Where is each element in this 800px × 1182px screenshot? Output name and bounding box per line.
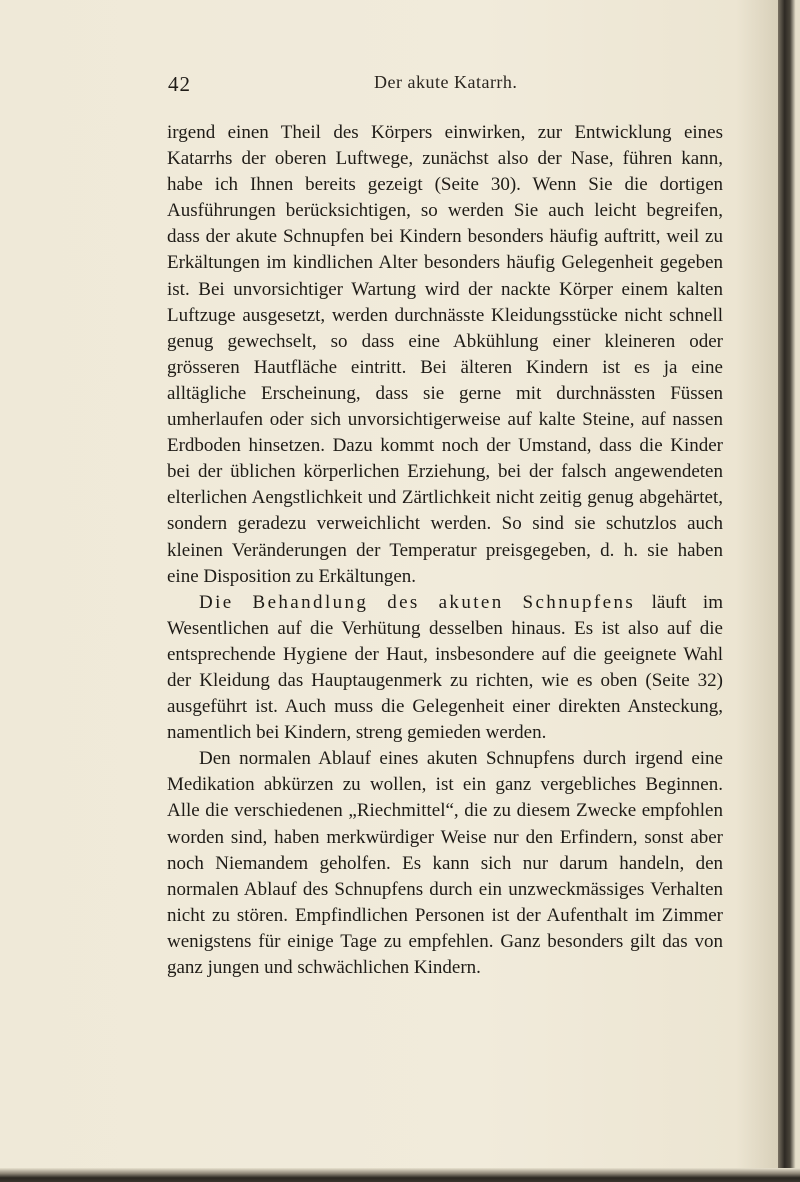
body-text <box>167 120 723 981</box>
paragraph-2 <box>167 590 723 747</box>
paragraph-3: Den normalen Ablauf eines akuten Schnupfens durch irgend eine Medikation abkürzen zu wollen, ist ein ganz vergebliches Beginnen. Alle die verschiedenen „Riechmittel“, die zu diesem Zwecke empfohlen worden sind, haben merkwürdiger Weise nur den Erfindern, sonst aber noch Niemandem geholfen. Es kann sich nur darum handeln, den normalen Ablauf des Schnupfens durch ein unzweckmässiges Verhalten nicht zu stören. Empfindlichen Personen ist der Aufenthalt im Zimmer wenigstens für einige Tage zu empfehlen. Ganz besonders gilt das von ganz jungen und schwächlichen Kindern. <box>167 748 723 978</box>
page-number: 42 <box>168 72 191 96</box>
emphasis-heading: Die Behandlung des akuten Schnupfens <box>199 591 636 613</box>
running-head <box>168 68 728 102</box>
running-title: Der akute Katarrh. <box>374 72 518 92</box>
page-edge-shadow-bottom <box>0 1168 800 1182</box>
paragraph-2-text: läuft im Wesentlichen auf die Verhütung desselben hinaus. Es ist also auf die entsprechende Hygiene der Haut, insbesondere auf die geeignete Wahl der Kleidung das Hauptaugenmerk zu richten, wie es oben (Seite 32) ausgeführt ist. Auch muss die Gelegenheit einer direkten Ansteckung, namentlich bei Kindern, streng gemieden werden. <box>167 591 723 744</box>
paragraph-1: irgend einen Theil des Körpers einwirken, zur Entwicklung eines Katarrhs der oberen Luftwege, zunächst also der Nase, führen kann, habe ich Ihnen bereits gezeigt (Seite 30). Wenn Sie die dortigen Ausführungen berücksichtigen, so werden Sie auch leicht begreifen, dass der akute Schnupfen bei Kindern besonders häufig auftritt, weil zu Erkältungen im kindlichen Alter besonders häufig Gelegenheit gegeben ist. Bei unvorsichtiger Wartung wird der nackte Körper einem kalten Luftzuge ausgesetzt, werden durchnässte Kleidungsstücke nicht schnell genug gewechselt, so dass eine Abkühlung einer kleineren oder grösseren Hautfläche eintritt. Bei älteren Kindern ist es ja eine alltägliche Erscheinung, dass sie gerne mit durchnässten Füssen umherlaufen oder sich unvorsichtigerweise auf kalte Steine, auf nassen Erdboden hinsetzen. Dazu kommt noch der Umstand, dass die Kinder bei der üblichen körperlichen Erziehung, bei der falsch angewendeten elterlichen Aengstlichkeit und Zärtlichkeit nicht zeitig genug abgehärtet, sondern geradezu verweichlicht werden. So sind sie schutzlos auch kleinen Veränderungen der Temperatur preisgegeben, d. h. sie haben eine Disposition zu Erkältungen. <box>167 122 723 587</box>
page-edge-shadow-right <box>778 0 800 1182</box>
